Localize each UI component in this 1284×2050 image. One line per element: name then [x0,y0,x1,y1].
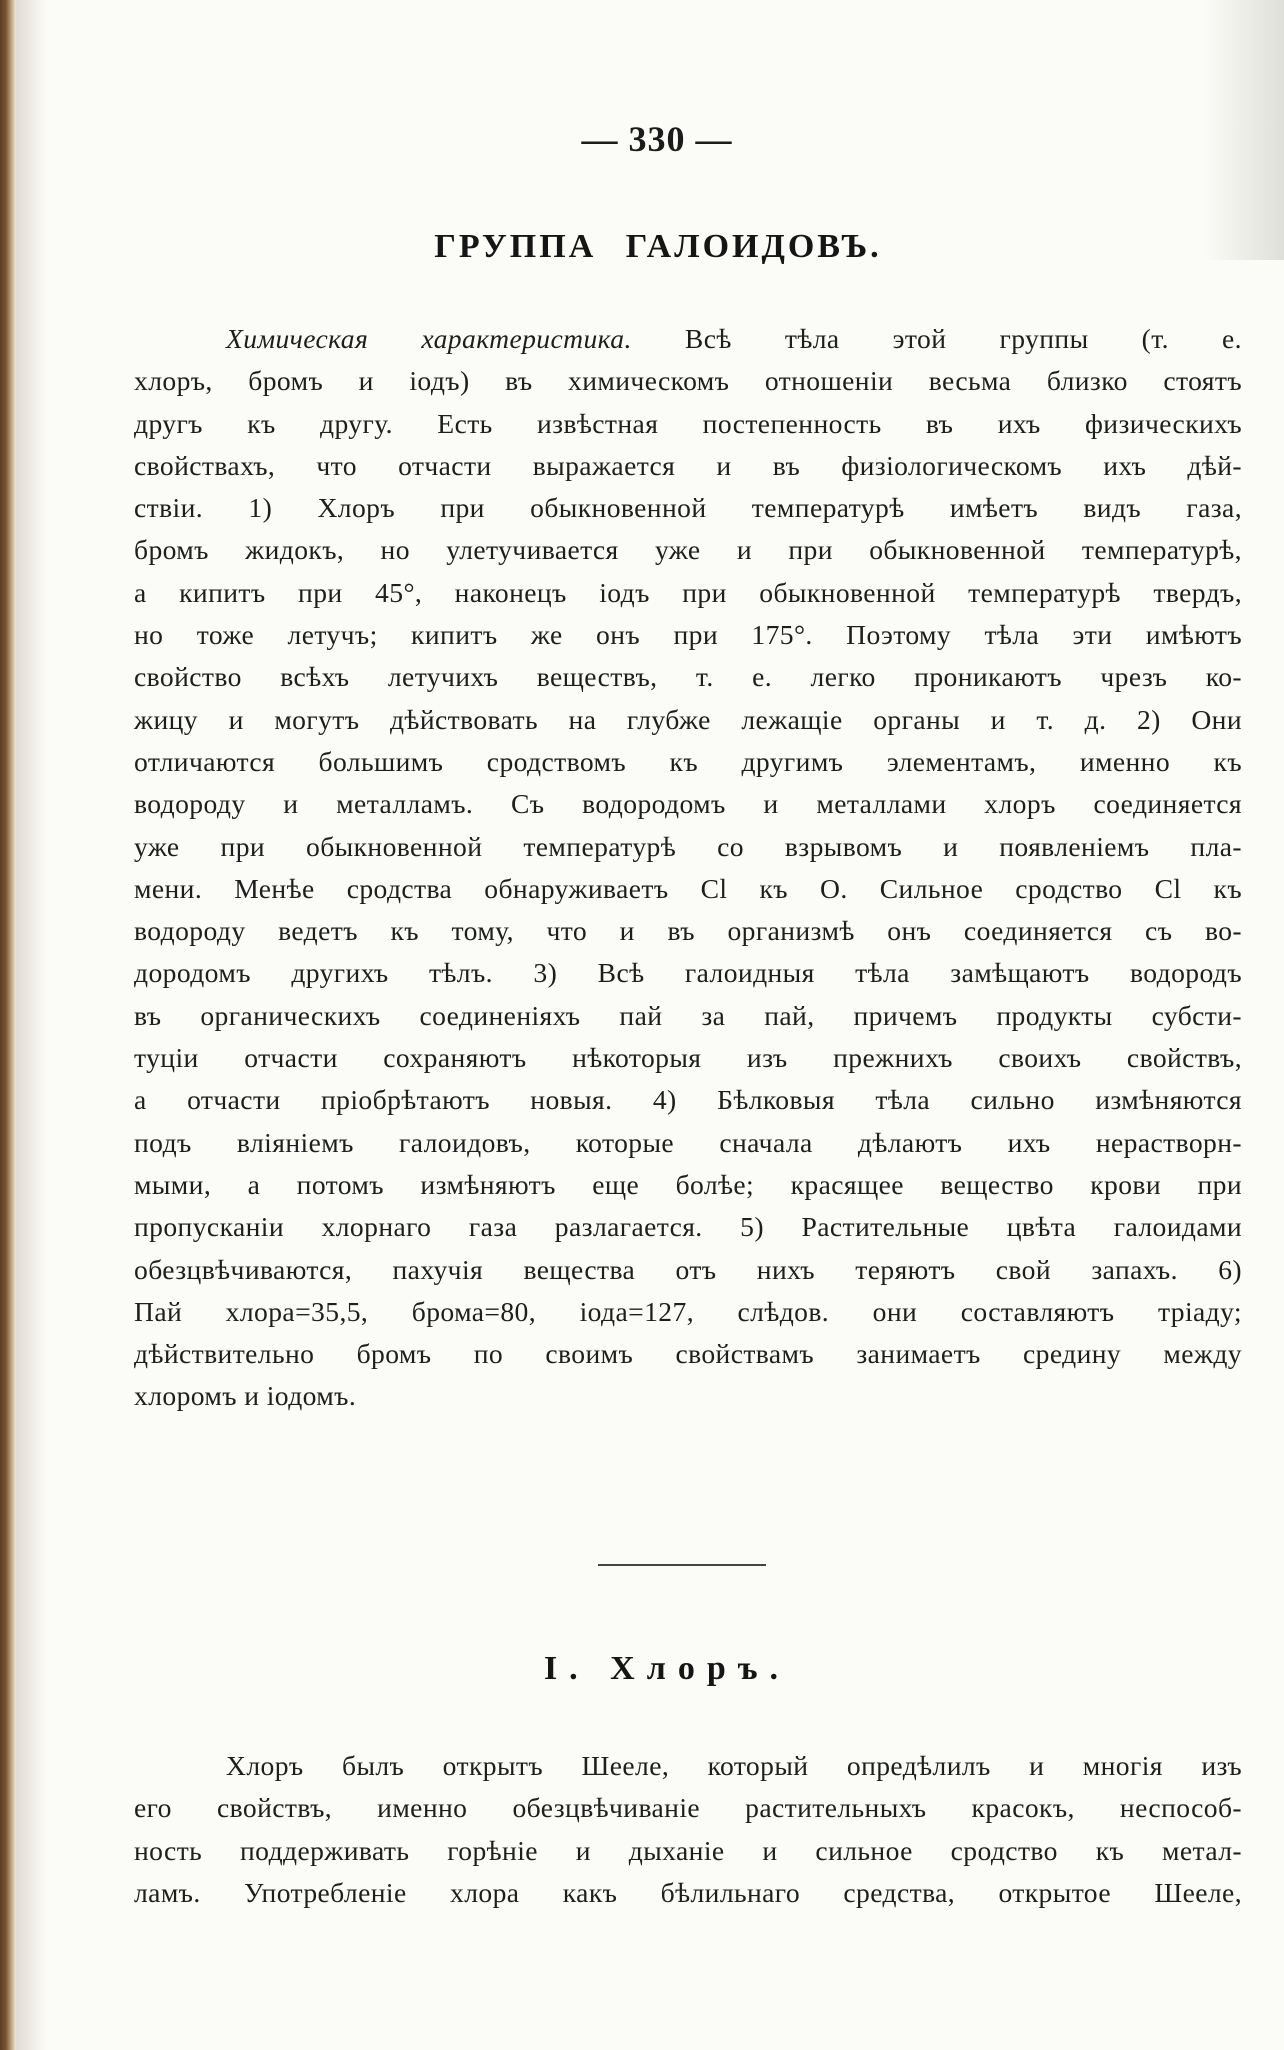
text-line-rest: Всѣ тѣла этой группы (т. е. [631,323,1242,354]
text-line: мени. Менѣе сродства обнаруживаетъ Cl къ O. Сильное сродство Cl къ [134,872,1242,904]
text-line: туціи отчасти сохраняютъ нѣкоторыя изъ прежнихъ своихъ свойствъ, [134,1042,1242,1074]
text-line: Хлоръ былъ открытъ Шееле, который опредѣлилъ и многія изъ [226,1750,1242,1781]
text-line: бромъ жидокъ, но улетучивается уже и при обыкновенной температурѣ, [134,534,1242,566]
text-line: Пай хлора=35,5, брома=80, іода=127, слѣдов. они составляютъ тріаду; [134,1295,1242,1327]
text-line: водороду и металламъ. Съ водородомъ и металлами хлоръ соединяется [134,788,1242,820]
text-line: хлоръ, бромъ и іодъ) въ химическомъ отношеніи весьма близко стоятъ [134,365,1242,397]
gutter-shadow [16,0,46,2050]
text-line: а кипитъ при 45°, наконецъ іодъ при обыкновенной температурѣ твердъ, [134,576,1242,608]
text-line: жицу и могутъ дѣйствовать на глубже лежащіе органы и т. д. 2) Они [134,703,1242,735]
text-line [134,318,1242,360]
italic-heading: Химическая характеристика. [226,323,632,354]
text-line: обезцвѣчиваются, пахучія вещества отъ нихъ теряютъ свой запахъ. 6) [134,1253,1242,1285]
page-number: — 330 — [581,119,733,159]
text-line: ствіи. 1) Хлоръ при обыкновенной температурѣ имѣетъ видъ газа, [134,492,1242,524]
text-line: пропусканіи хлорнаго газа разлагается. 5) Растительные цвѣта галоидами [134,1211,1242,1243]
text-line: свойствахъ, что отчасти выражается и въ физіологическомъ ихъ дѣй- [134,449,1242,481]
text-line: водороду ведетъ къ тому, что и въ организмѣ онъ соединяется съ во- [134,915,1242,947]
section-divider [598,1564,766,1566]
section-title: I. Хлоръ. [543,1650,791,1687]
text-line: ность поддерживать горѣніе и дыханіе и сильное сродство къ метал- [134,1834,1242,1866]
text-line: подъ вліяніемъ галоидовъ, которые сначала дѣлаютъ ихъ нерастворн- [134,1126,1242,1158]
paragraph-chemical-characteristics [134,318,1242,1418]
text-line: а отчасти пріобрѣтаютъ новыя. 4) Бѣлковыя тѣла сильно измѣняются [134,1084,1242,1116]
text-line: его свойствъ, именно обезцвѣчиваніе растительныхъ красокъ, неспособ- [134,1792,1242,1824]
paragraph-chlorine-history [134,1745,1242,1914]
text-line: уже при обыкновенной температурѣ со взрывомъ и появленіемъ пла- [134,830,1242,862]
text-line: но тоже летучъ; кипитъ же онъ при 175°. Поэтому тѣла эти имѣютъ [134,619,1242,651]
text-line: мыми, а потомъ измѣняютъ еще болѣе; красящее вещество крови при [134,1168,1242,1200]
text-line: хлоромъ и іодомъ. [134,1380,357,1412]
text-line: свойство всѣхъ летучихъ веществъ, т. е. легко проникаютъ чрезъ ко- [134,661,1242,693]
text-line: дѣйствительно бромъ по своимъ свойствамъ занимаетъ средину между [134,1338,1242,1370]
book-spine-edge [0,0,16,2050]
text-line: въ органическихъ соединеніяхъ пай за пай, причемъ продукты субсти- [134,999,1242,1031]
chapter-title: ГРУППА ГАЛОИДОВЪ. [434,228,882,265]
text-line: отличаются большимъ сродствомъ къ другимъ элементамъ, именно къ [134,745,1242,777]
text-line: другъ къ другу. Есть извѣстная постепенность въ ихъ физическихъ [134,407,1242,439]
text-line: ламъ. Употребленіе хлора какъ бѣлильнаго средства, открытое Шееле, [134,1876,1242,1908]
text-line: дородомъ другихъ тѣлъ. 3) Всѣ галоидныя тѣла замѣщаютъ водородъ [134,957,1242,989]
